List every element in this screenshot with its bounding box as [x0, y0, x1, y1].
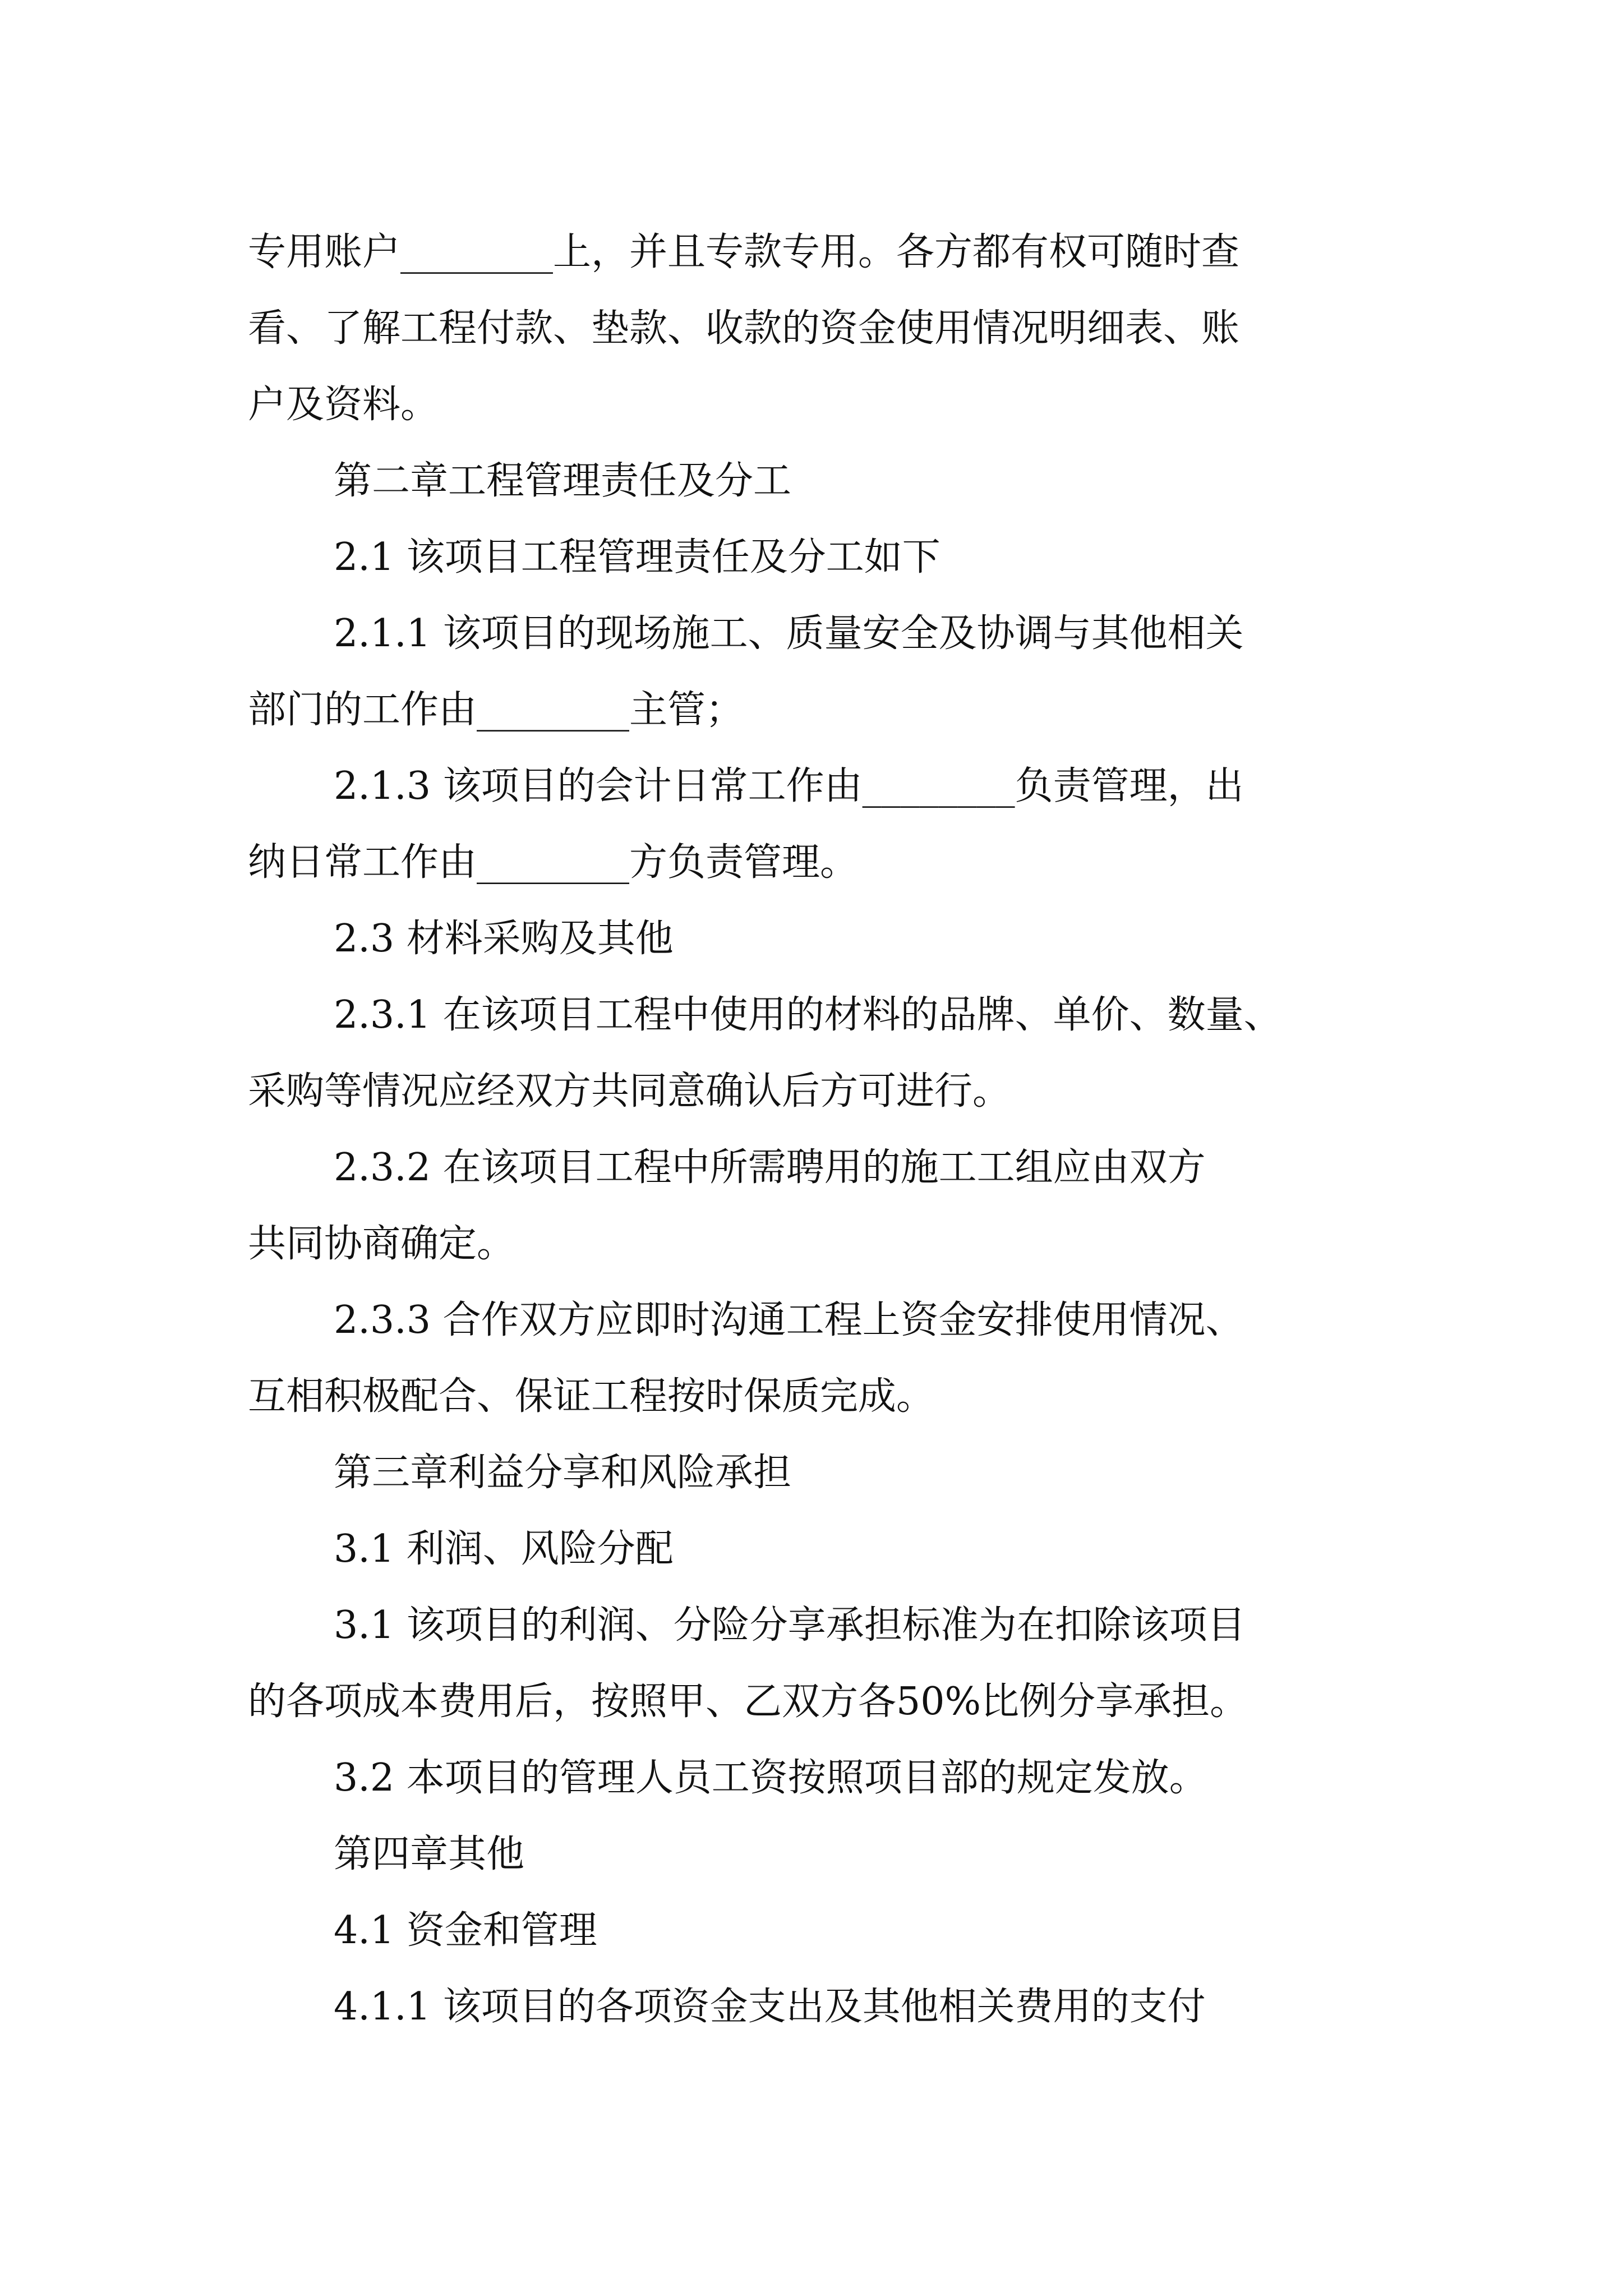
chapter-heading: 第三章利益分享和风险承担: [334, 1451, 792, 1495]
section-heading: 2.1 该项目工程管理责任及分工如下: [334, 535, 940, 579]
text-line: 2.1.3 该项目的会计日常工作由________负责管理，出: [334, 764, 1244, 808]
text-line: 3.2 本项目的管理人员工资按照项目部的规定发放。: [334, 1756, 1207, 1800]
text-line: 部门的工作由________主管；: [248, 688, 744, 732]
text-line: 采购等情况应经双方共同意确认后方可进行。: [248, 1069, 1011, 1114]
text-line: 纳日常工作由________方负责管理。: [248, 840, 859, 885]
text-line: 互相积极配合、保证工程按时保质完成。: [248, 1374, 935, 1419]
section-heading: 2.3 材料采购及其他: [334, 917, 674, 961]
text-line: 2.1.1 该项目的现场施工、质量安全及协调与其他相关: [334, 611, 1244, 656]
text-line: 2.3.3 合作双方应即时沟通工程上资金安排使用情况、: [334, 1298, 1244, 1342]
text-line: 户及资料。: [248, 383, 439, 427]
text-line: 专用账户________上，并且专款专用。各方都有权可随时查: [248, 230, 1240, 274]
section-heading: 4.1 资金和管理: [334, 1908, 597, 1953]
text-line: 2.3.1 在该项目工程中使用的材料的品牌、单价、数量、: [334, 993, 1282, 1037]
text-line: 看、了解工程付款、垫款、收款的资金使用情况明细表、账: [248, 306, 1240, 351]
document-body: [248, 214, 1392, 2045]
text-line: 2.3.2 在该项目工程中所需聘用的施工工组应由双方: [334, 1145, 1206, 1190]
text-line: 3.1 该项目的利润、分险分享承担标准为在扣除该项目: [334, 1603, 1246, 1648]
chapter-heading: 第四章其他: [334, 1832, 525, 1876]
section-heading: 3.1 利润、风险分配: [334, 1527, 674, 1571]
chapter-heading: 第二章工程管理责任及分工: [334, 459, 792, 503]
text-line: 的各项成本费用后，按照甲、乙双方各50%比例分享承担。: [248, 1680, 1248, 1724]
text-line: 共同协商确定。: [248, 1222, 515, 1266]
text-line: 4.1.1 该项目的各项资金支出及其他相关费用的支付: [334, 1985, 1206, 2029]
